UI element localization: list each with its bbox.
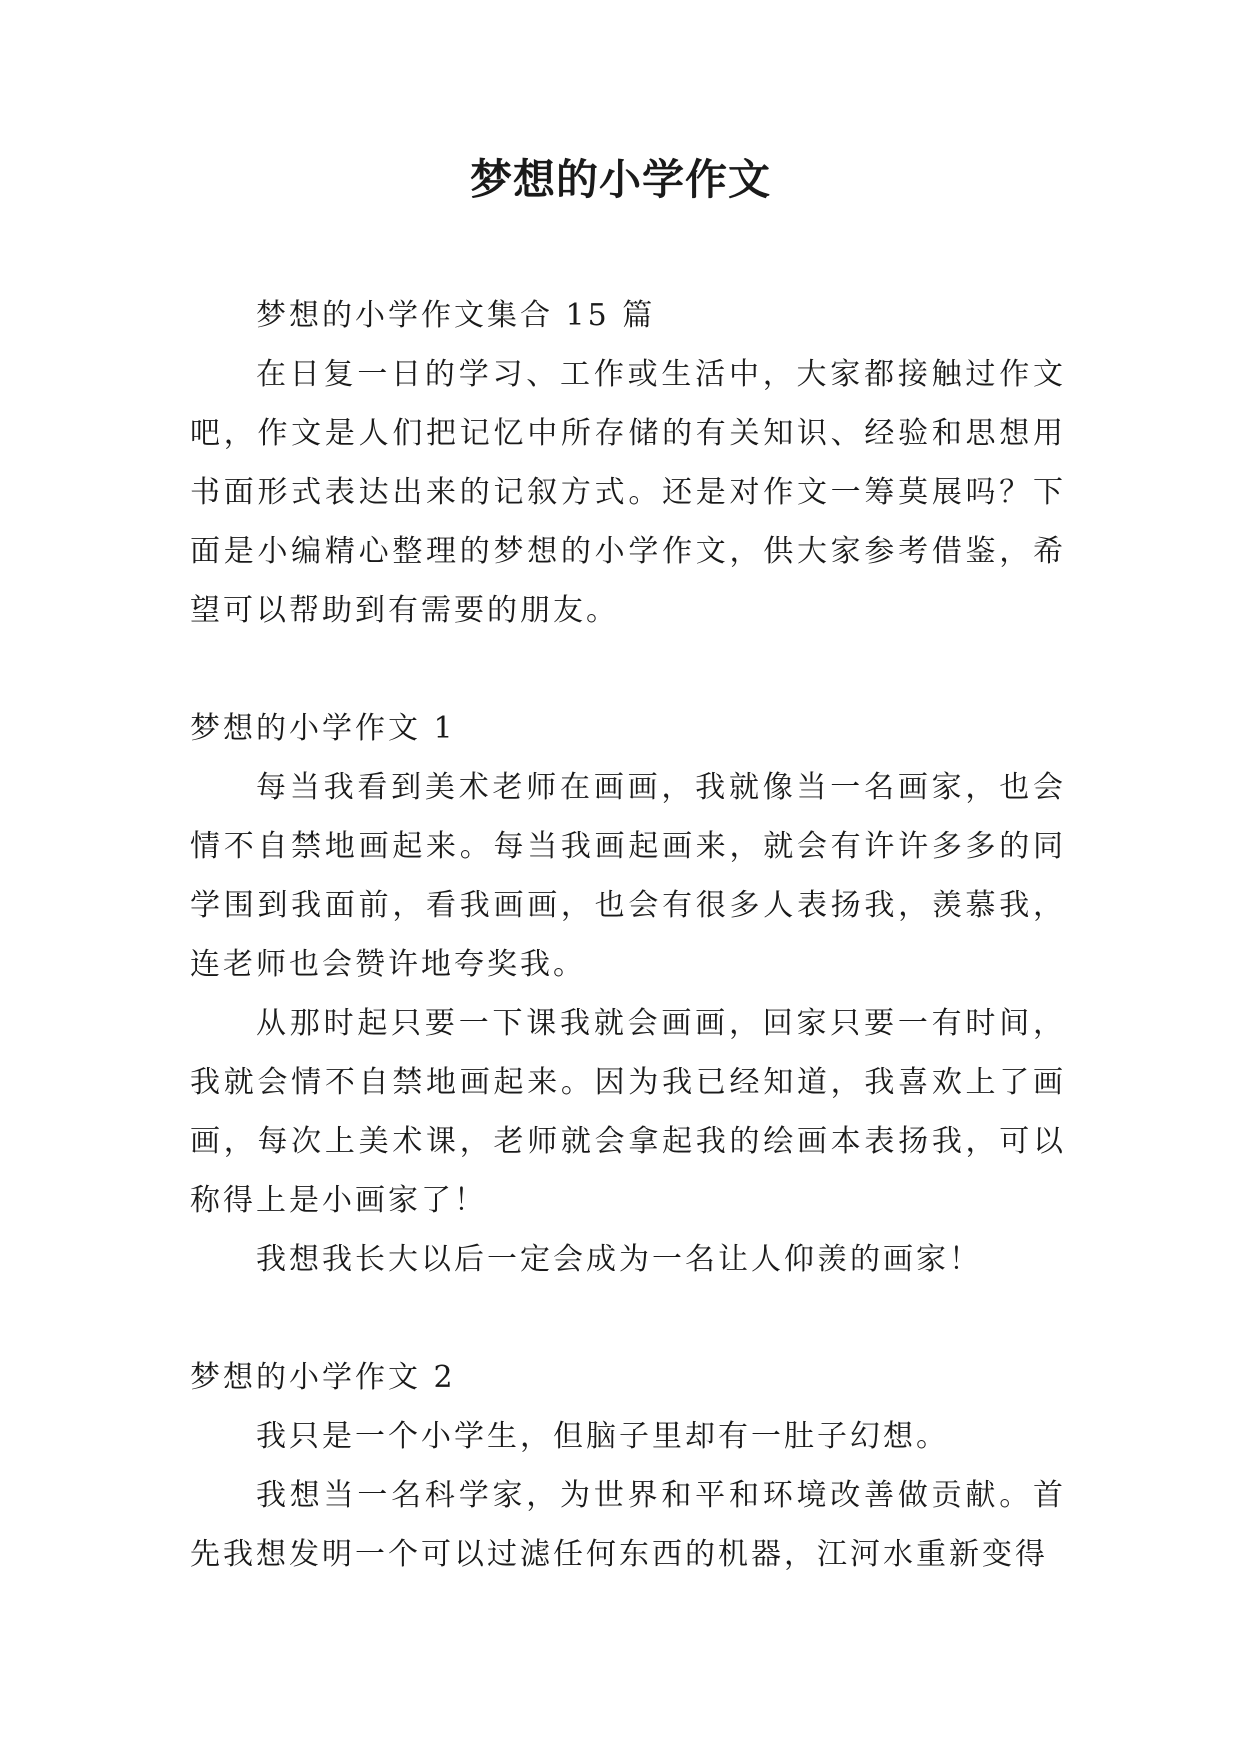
section-2-paragraph-1: 我只是一个小学生，但脑子里却有一肚子幻想。	[256, 1419, 949, 1454]
document-body	[190, 286, 1066, 1584]
section-heading-2: 梦想的小学作文 2	[190, 1360, 456, 1395]
section-heading-1: 梦想的小学作文 1	[190, 711, 456, 746]
section-1-paragraph-2: 从那时起只要一下课我就会画画，回家只要一有时间，我就会情不自禁地画起来。因为我已经知道，我喜欢上了画画，每次上美术课，老师就会拿起我的绘画本表扬我，可以称得上是小画家了！	[190, 1006, 1066, 1218]
intro-paragraph: 在日复一日的学习、工作或生活中，大家都接触过作文吧，作文是人们把记忆中所存储的有关知识、经验和思想用书面形式表达出来的记叙方式。还是对作文一筹莫展吗？下面是小编精心整理的梦想的小学作文，供大家参考借鉴，希望可以帮助到有需要的朋友。	[190, 357, 1066, 628]
document-title: 梦想的小学作文	[469, 155, 771, 204]
section-1-paragraph-1: 每当我看到美术老师在画画，我就像当一名画家，也会情不自禁地画起来。每当我画起画来，就会有许许多多的同学围到我面前，看我画画，也会有很多人表扬我，羡慕我，连老师也会赞许地夸奖我。	[190, 770, 1066, 982]
section-1-paragraph-3: 我想我长大以后一定会成为一名让人仰羡的画家！	[256, 1242, 982, 1277]
collection-subtitle: 梦想的小学作文集合 15 篇	[256, 298, 656, 333]
section-2-paragraph-2: 我想当一名科学家，为世界和平和环境改善做贡献。首先我想发明一个可以过滤任何东西的机器，江河水重新变得	[190, 1478, 1066, 1572]
